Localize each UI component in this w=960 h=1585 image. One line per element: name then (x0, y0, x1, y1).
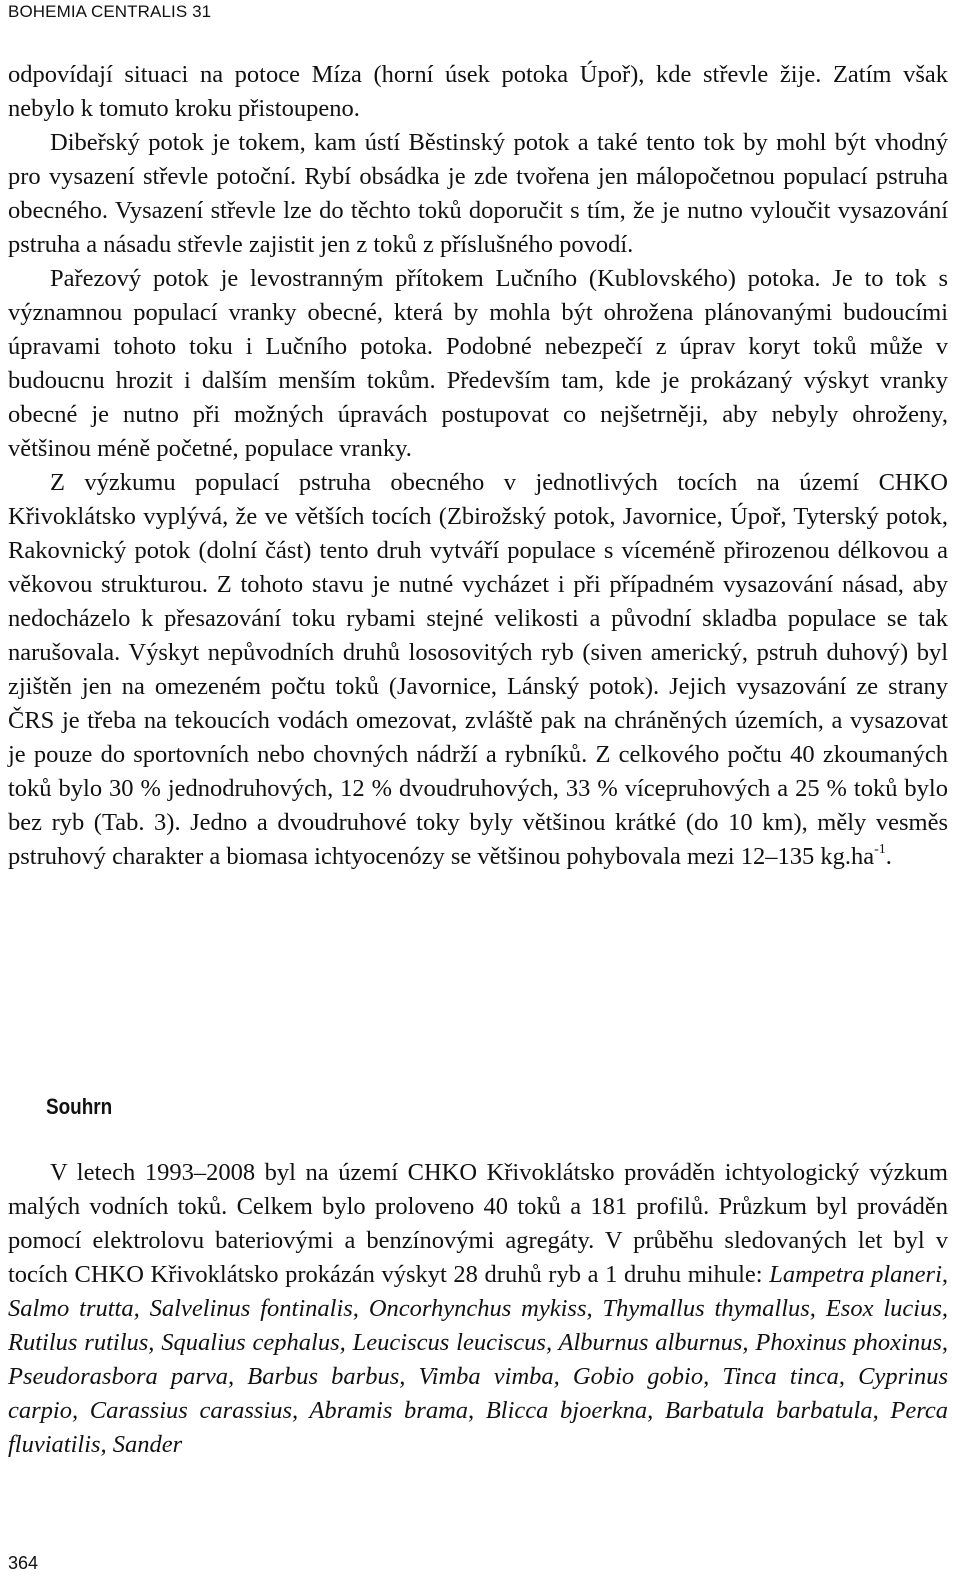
paragraph-4-end: . (885, 843, 892, 870)
paragraph-4 (8, 466, 948, 874)
section-heading-summary: Souhrn (46, 1094, 113, 1119)
species-list: Lampetra planeri, Salmo trutta, Salvelinus fontinalis, Oncorhynchus mykiss, Thymallus thymallus, Esox lucius, Rutilus rutilus, Squalius cephalus, Leuciscus leuciscus, Alburnus alburnus, Phoxinus phoxinus, Pseudorasbora parva, Barbus barbus, Vimba vimba, Gobio gobio, Tinca tinca, Cyprinus carpio, Carassius carassius, Abramis brama, Blicca bjoerkna, Barbatula barbatula, Perca fluviatilis, Sander (8, 1261, 949, 1458)
paragraph-2: Dibeřský potok je tokem, kam ústí Běstinský potok a také tento tok by mohl být vhodný pro vysazení střevle potoční. Rybí obsádka je zde tvořena jen málopočetnou populací pstruha obecného. Vysazení střevle lze do těchto toků doporučit s tím, že je nutno vyloučit vysazování pstruha a násadu střevle zajistit jen z toků z příslušného povodí. (8, 129, 948, 258)
page-number: 364 (8, 1553, 39, 1573)
paragraph-3: Pařezový potok je levostranným přítokem Lučního (Kublovského) potoka. Je to tok s významnou populací vranky obecné, která by mohla být ohrožena plánovanými budoucími úpravami tohoto toku i Lučního potoka. Podobné nebezpečí z úprav koryt toků může v budoucnu hrozit i dalším menším tokům. Především tam, kde je prokázaný výskyt vranky obecné je nutno při možných úpravách postupovat co nejšetrněji, aby nebyly ohroženy, většinou méně početné, populace vranky. (8, 265, 948, 462)
summary-paragraph (8, 1156, 948, 1462)
running-header: BOHEMIA CENTRALIS 31 (8, 2, 212, 21)
paragraph-4-text: Z výzkumu populací pstruha obecného v jednotlivých tocích na území CHKO Křivoklátsko vyplývá, že ve větších tocích (Zbirožský potok, Javornice, Úpoř, Tyterský potok, Rakovnický potok (dolní část) tento druh vytváří populace s víceméně přirozenou délkovou a věkovou strukturou. Z tohoto stavu je nutné vycházet i při případném vysazování násad, aby nedocházelo k přesazování toku rybami stejné velikosti a původní skladba populace se tak narušovala. Výskyt nepůvodních druhů lososovitých ryb (siven americký, pstruh duhový) byl zjištěn jen na omezeném počtu toků (Javornice, Lánský potok). Jejich vysazování ze strany ČRS je třeba na tekoucích vodách omezovat, zvláště pak na chráněných územích, a vysazovat je pouze do sportovních nebo chovných nádrží a rybníků. Z celkového počtu 40 zkoumaných toků bylo 30 % jednodruhových, 12 % dvoudruhových, 33 % vícepruhových a 25 % toků bylo bez ryb (Tab. 3). Jedno a dvoudruhové toky byly většinou krátké (do 10 km), měly vesměs pstruhový charakter a biomasa ichtyocenózy se většinou pohybovala mezi 12–135 kg.ha (8, 469, 948, 870)
summary-text-main: V letech 1993–2008 byl na území CHKO Křivoklátsko prováděn ichtyologický výzkum malých vodních toků. Celkem bylo proloveno 40 toků a 181 profilů. Průzkum byl prováděn pomocí elektrolovu bateriovými a benzínovými agregáty. V průběhu sledovaných let byl v tocích CHKO Křivoklátsko prokázán výskyt 28 druhů ryb a 1 druhu mihule: (8, 1159, 948, 1288)
superscript: -1 (874, 841, 886, 857)
main-text (8, 58, 948, 874)
paragraph-1: odpovídají situaci na potoce Míza (horní úsek potoka Úpoř), kde střevle žije. Zatím však nebylo k tomuto kroku přistoupeno. (8, 61, 948, 122)
summary-text (8, 1156, 948, 1462)
